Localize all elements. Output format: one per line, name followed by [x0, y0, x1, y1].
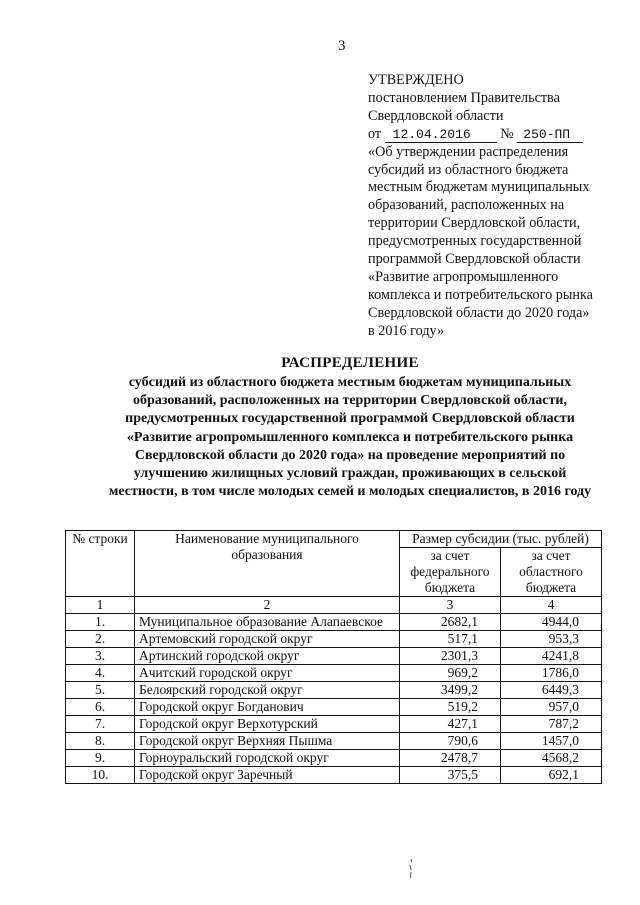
header-subsidy-amount: Размер субсидии (тыс. рублей) [400, 531, 602, 548]
table-row [66, 750, 602, 767]
row-number: 1. [66, 614, 135, 631]
table-row [66, 699, 602, 716]
subtitle-line: предусмотренных государственной программой Свердловской области [125, 411, 575, 427]
approval-block [368, 72, 628, 341]
approval-by-line-1: постановлением Правительства [368, 89, 560, 106]
approval-by-line-2: Свердловской области [368, 107, 504, 124]
subtitle-line: местности, в том числе молодых семей и молодых специалистов, в 2016 году [108, 484, 592, 500]
scan-artifact-mark [408, 858, 414, 880]
header-regional-budget: за счет областного бюджета [501, 548, 602, 597]
federal-amount: 427,1 [400, 716, 501, 733]
subtitle-line: «Развитие агропромышленного комплекса и потребительского рынка [126, 429, 574, 445]
federal-amount: 2682,1 [400, 614, 501, 631]
table-header-row [66, 531, 602, 548]
header-federal-budget: за счет федерального бюджета [400, 548, 501, 597]
federal-amount: 790,6 [400, 733, 501, 750]
federal-amount: 519,2 [400, 699, 501, 716]
table-row [66, 682, 602, 699]
federal-amount: 969,2 [400, 665, 501, 682]
table-row [66, 665, 602, 682]
federal-amount: 2478,7 [400, 750, 501, 767]
municipality-name: Городской округ Верхотурский [135, 716, 400, 733]
decree-number: 250-ПП [517, 128, 583, 143]
row-number: 4. [66, 665, 135, 682]
decree-title-line: комплекса и потребительского рынка [368, 286, 593, 303]
row-number: 2. [66, 631, 135, 648]
regional-amount: 953,3 [501, 631, 602, 648]
regional-amount: 1786,0 [501, 665, 602, 682]
decree-title-line: «Развитие агропромышленного [368, 268, 559, 285]
municipality-name: Белоярский городской округ [135, 682, 400, 699]
subtitle-line: субсидий из областного бюджета местным бюджетам муниципальных [128, 375, 572, 390]
table-row [66, 648, 602, 665]
decree-date: 12.04.2016 [385, 128, 497, 143]
subtitle-line: улучшению жилищных условий граждан, проживающих в сельской [133, 466, 567, 482]
municipality-name: Городской округ Верхняя Пышма [135, 733, 400, 750]
column-number: 4 [501, 597, 602, 614]
municipality-name: Городской округ Богданович [135, 699, 400, 716]
document-title: РАСПРЕДЕЛЕНИЕ [281, 355, 419, 371]
municipality-name: Муниципальное образование Алапаевское [135, 614, 400, 631]
document-heading [40, 355, 640, 501]
municipality-name: Артинский городской округ [135, 648, 400, 665]
table-row [66, 631, 602, 648]
header-municipality-name: Наименование муниципального образования [135, 531, 400, 597]
federal-amount: 2301,3 [400, 648, 501, 665]
federal-amount: 375,5 [400, 767, 501, 784]
decree-title-line: «Об утверждении распределения [368, 143, 569, 160]
decree-title-line: территории Свердловской области, [368, 215, 581, 232]
number-label: № [500, 125, 514, 142]
column-number: 2 [135, 597, 400, 614]
regional-amount: 4568,2 [501, 750, 602, 767]
header-row-number: № строки [66, 531, 135, 597]
regional-amount: 4241,8 [501, 648, 602, 665]
regional-amount: 787,2 [501, 716, 602, 733]
municipality-name: Артемовский городской округ [135, 631, 400, 648]
regional-amount: 692,1 [501, 767, 602, 784]
regional-amount: 957,0 [501, 699, 602, 716]
federal-amount: 517,1 [400, 631, 501, 648]
table-row [66, 614, 602, 631]
subsidy-table [65, 530, 602, 784]
subtitle-line: Свердловской области до 2020 года» на проведение мероприятий по [134, 447, 566, 463]
approval-stamp: УТВЕРЖДЕНО [368, 72, 464, 88]
table-row [66, 767, 602, 784]
row-number: 9. [66, 750, 135, 767]
column-number-row [66, 597, 602, 614]
regional-amount: 6449,3 [501, 682, 602, 699]
column-number: 3 [400, 597, 501, 614]
row-number: 10. [66, 767, 135, 784]
row-number: 5. [66, 682, 135, 699]
decree-title-line: Свердловской области до 2020 года» [368, 304, 590, 321]
decree-title-line: в 2016 году» [368, 322, 445, 339]
municipality-name: Ачитский городской округ [135, 665, 400, 682]
table-row [66, 716, 602, 733]
table-body [66, 614, 602, 784]
row-number: 8. [66, 733, 135, 750]
decree-date-number [368, 126, 628, 144]
row-number: 6. [66, 699, 135, 716]
municipality-name: Горноуральский городской округ [135, 750, 400, 767]
regional-amount: 4944,0 [501, 614, 602, 631]
municipality-name: Городской округ Заречный [135, 767, 400, 784]
decree-title-line: образований, расположенных на [368, 197, 565, 214]
decree-title-line: местным бюджетам муниципальных [368, 179, 590, 196]
federal-amount: 3499,2 [400, 682, 501, 699]
table-row [66, 733, 602, 750]
column-number: 1 [66, 597, 135, 614]
row-number: 7. [66, 716, 135, 733]
regional-amount: 1457,0 [501, 733, 602, 750]
subtitle-line: образований, расположенных на территории Свердловской области, [133, 393, 567, 409]
from-label: от [368, 125, 382, 142]
decree-title-line: предусмотренных государственной [368, 233, 582, 250]
decree-title-line: программой Свердловской области [368, 251, 581, 268]
row-number: 3. [66, 648, 135, 665]
decree-title-line: субсидий из областного бюджета [368, 161, 569, 178]
page-number: 3 [338, 38, 346, 54]
